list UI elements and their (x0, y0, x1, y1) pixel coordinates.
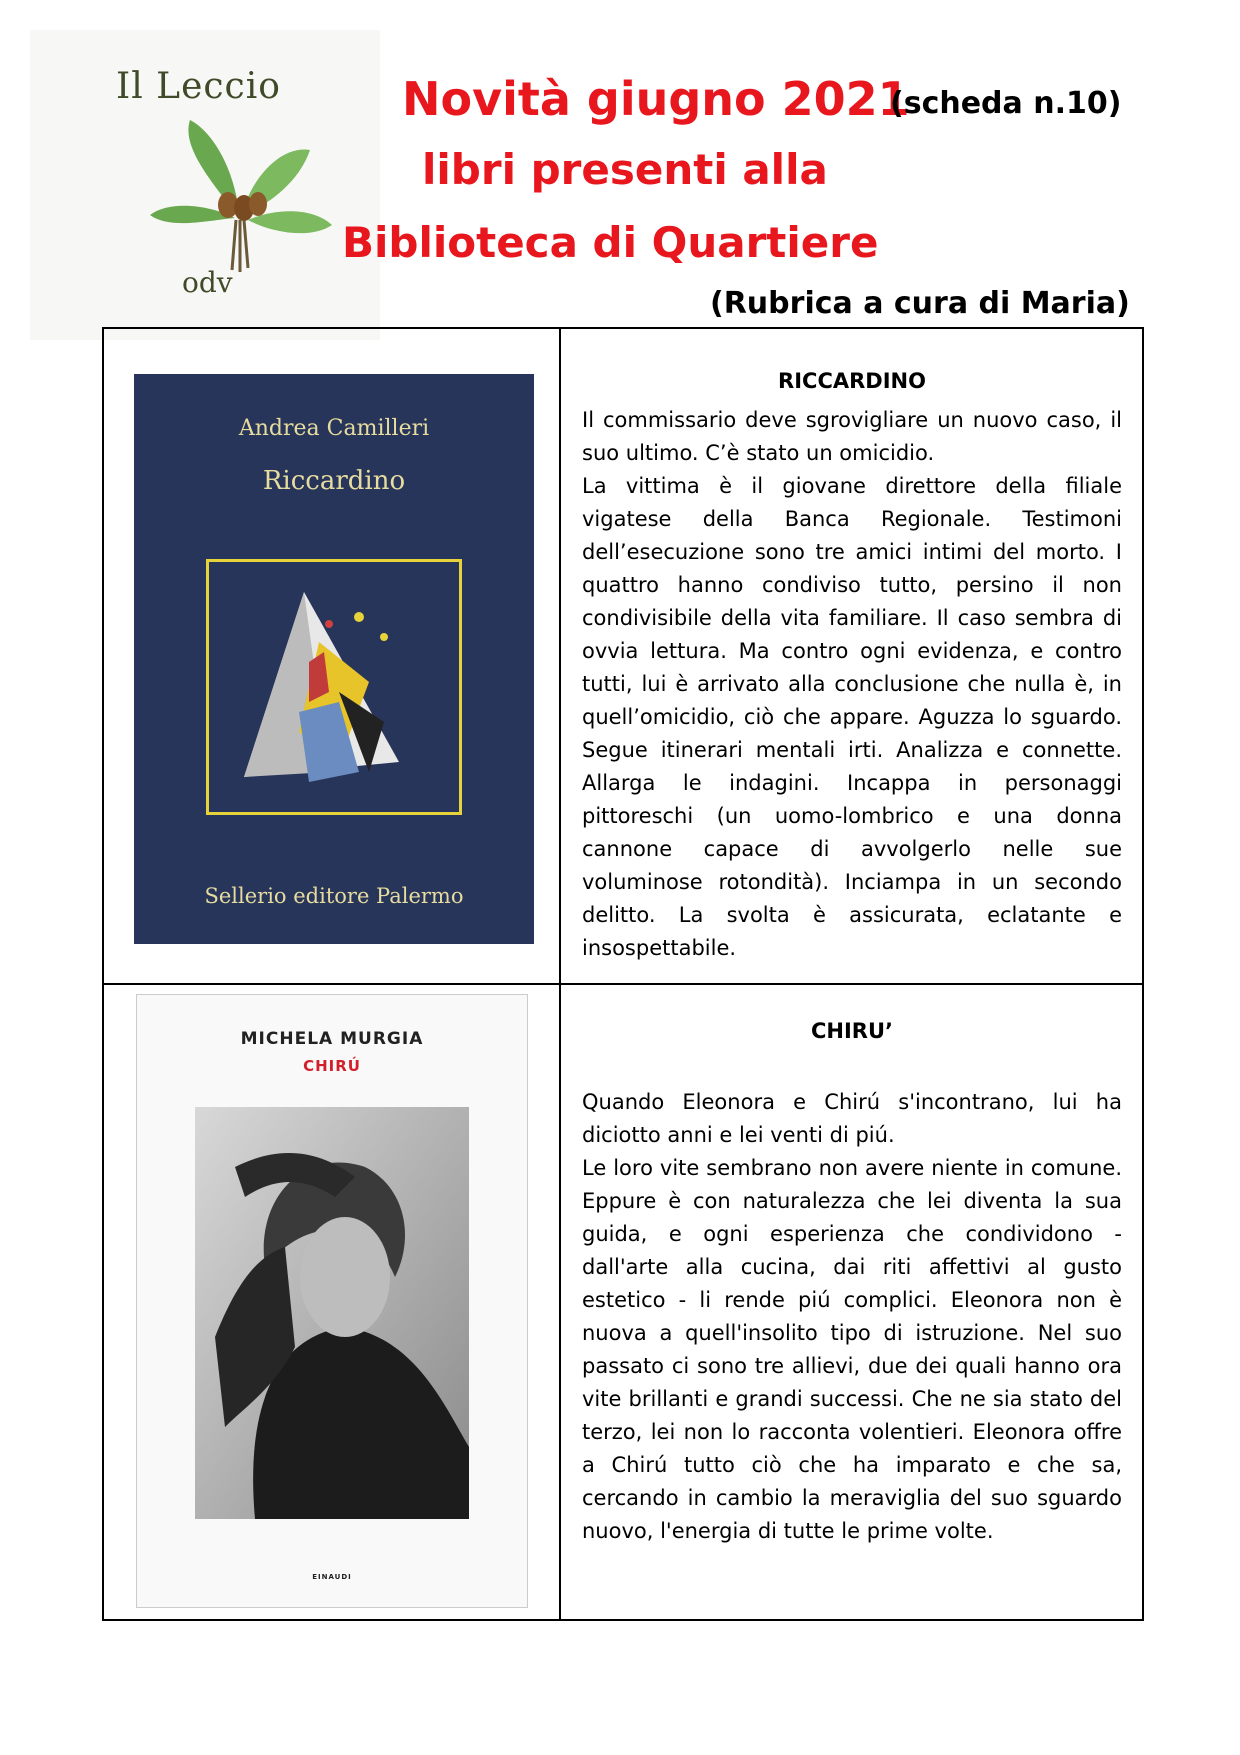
book-table (102, 327, 1144, 1621)
header-line-3: Biblioteca di Quartiere (342, 218, 879, 267)
cover-frame (206, 559, 462, 815)
header-line-1: Novità giugno 2021 (402, 72, 910, 126)
table-divider-vertical (559, 329, 561, 1619)
cover-title: CHIRÚ (303, 1057, 361, 1075)
header-note: (scheda n.10) (890, 86, 1122, 121)
logo-title: Il Leccio (116, 66, 281, 107)
cover-publisher: Sellerio editore Palermo (204, 884, 464, 908)
book-paragraph: Le loro vite sembrano non avere niente in comune. Eppure è con naturalezza che lei diventa la sua guida, e ogni esperienza che condividono - dall'arte alla cucina, dai riti affettivi al gusto estetico - li rende piú complici. Eleonora non è nuova a quell'insolito tipo di istruzione. Nel suo passato ci sono tre allievi, due dei quali hanno ora vite brillanti e grandi successi. Che ne sia stato del terzo, lei non lo racconta volentieri. Eleonora offre a Chirú tutto ciò che ha imparato e che sa, cercando in cambio la meraviglia del suo sguardo nuovo, l'energia di tutte le prime volte. (582, 1156, 1122, 1543)
cover-title: Riccardino (262, 466, 406, 496)
book-paragraph: La vittima è il giovane direttore della filiale vigatese della Banca Regionale. Testimoni dell’esecuzione sono tre amici intimi del morto. I quattro hanno condiviso tutto, persino il non condivisibile della vita familiare. Il caso sembra di ovvia lettura. Ma contro ogni evidenza, e contro tutti, lui è arrivato alla conclusione che nulla è, in quell’omicidio, ciò che appare. Aguzza lo sguardo. Segue itinerari mentali irti. Analizza e connette. Allarga le indagini. Incappa in personaggi pittoreschi (un uomo-lombrico e una donna cannone capace di avvolgerlo nelle sue voluminose rotondità). Inciampa in un secondo delitto. La svolta è assicurata, eclatante e insospettabile. (582, 474, 1122, 960)
book-title: CHIRU’ (810, 1019, 893, 1043)
table-divider-horizontal (104, 983, 1142, 985)
oak-leaves-logo-icon (140, 110, 340, 275)
cover-publisher: EINAUDI (312, 1573, 352, 1581)
book-paragraph: Il commissario deve sgrovigliare un nuovo caso, il suo ultimo. C’è stato un omicidio. (582, 408, 1122, 465)
book-description-chiru (582, 1019, 1122, 1548)
book-title: RICCARDINO (778, 369, 926, 393)
book-cover-riccardino (134, 374, 534, 944)
header-line-2: libri presenti alla (422, 145, 828, 194)
book-cover-chiru (136, 994, 528, 1608)
logo-subtitle: odv (182, 266, 233, 299)
juggler-illustration-icon (209, 562, 459, 812)
book-description-riccardino (582, 369, 1122, 965)
cover-photo-portrait-icon (195, 1107, 469, 1519)
cover-author: MICHELA MURGIA (240, 1029, 424, 1049)
logo (30, 30, 380, 340)
byline: (Rubrica a cura di Maria) (710, 286, 1130, 321)
cover-author: Andrea Camilleri (238, 416, 430, 441)
book-paragraph: Quando Eleonora e Chirú s'incontrano, lui ha diciotto anni e lei venti di piú. (582, 1090, 1122, 1147)
